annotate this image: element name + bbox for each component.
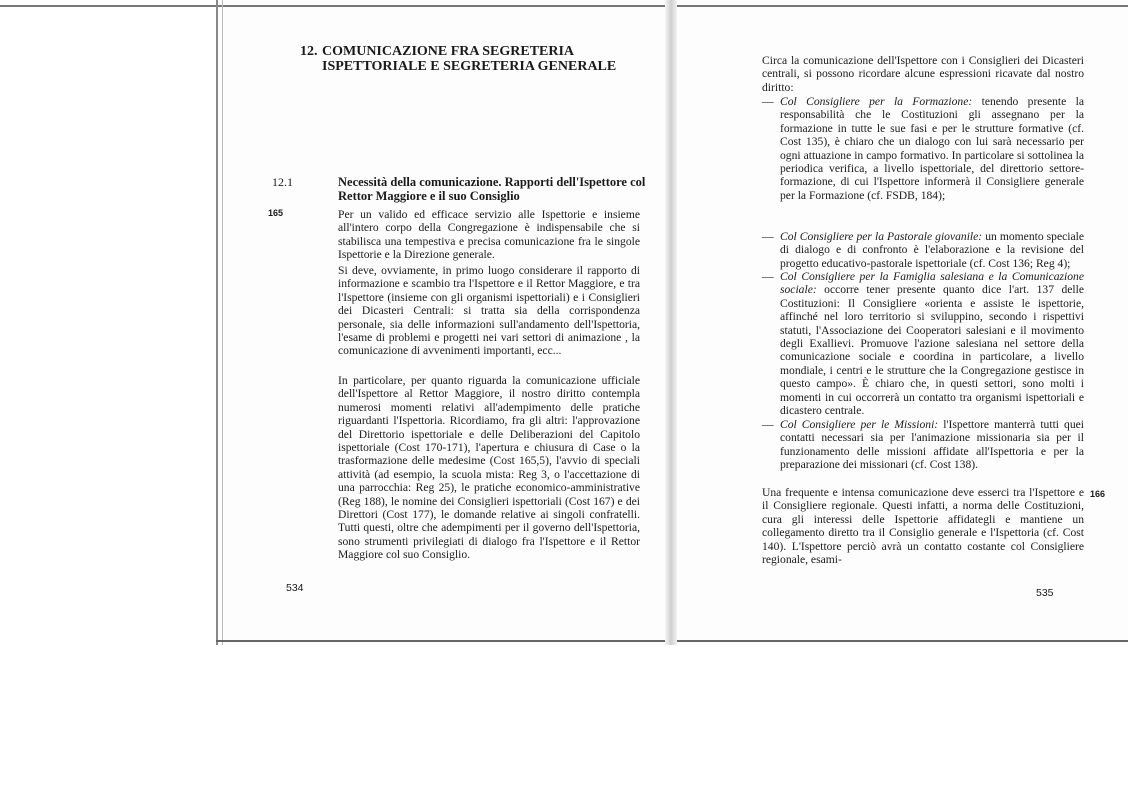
item-lead: Col Consigliere per la Pastorale giovanile: [780, 230, 983, 243]
page-number-right: 535 [1036, 587, 1054, 599]
paragraph-1: Per un valido ed efficace servizio alle Ispettorie e insieme all'intero corpo della Congregazione è indispensabile che si stabilisca una tempestiva e precisa comunicazione fra le singole Ispettorie e la Direzione generale. [338, 208, 640, 262]
margin-number-left: 165 [268, 208, 284, 218]
page-number-left: 534 [286, 582, 304, 594]
intro-paragraph: Circa la comunicazione dell'Ispettore con i Consiglieri dei Dicasteri centrali, si possono ricordare alcune espressioni ricavate dal nostro diritto: [762, 54, 1084, 94]
paragraph-2: Si deve, ovviamente, in primo luogo considerare il rapporto di informazione e scambio tra l'Ispettore e il Rettor Maggiore, e tra l'Ispettore (insieme con gli organismi ispettoriali) e i Consiglieri dei Dicasteri Centrali: si tratta sia della corrispondenza personale, sia delle informazioni sull'andamento dell'Ispettoria, l'esame di problemi e progetti nei vari settori di animazione , la comunicazione di avvenimenti importanti, ecc... [338, 264, 640, 358]
section-number: 12.1 [272, 175, 293, 189]
paragraph-3: In particolare, per quanto riguarda la comunicazione ufficiale dell'Ispettore al Rettor Maggiore, il nostro diritto contempla numerosi momenti relativi all'adempimento delle pratiche riguardanti l'Ispettoria. Ricordiamo, fra gli altri: l'approvazione del Direttorio ispettoriale e delle Deliberazioni del Capitolo ispettoriale (Cost 170-171), l'apertura e chiusura di Case o la trasformazione delle medesime (Cost 165,5), l'avvio di speciali attività (ad esempio, la scuola mista: Reg 3, o l'accettazione di una parrocchia: Reg 25), le pratiche economico-amministrative (Reg 188), le nomine dei Consiglieri ispettoriali (Cost 167) e dei Direttori (Cost 177), le domande relative ai singoli confratelli. Tutti questi, oltre che adempimenti per il governo dell'Ispettoria, sono strumenti privilegiati di dialogo fra l'Ispettore e il Rettor Maggiore col suo Consiglio. [338, 374, 640, 562]
item-text: l'Ispettore manterrà tutti quei contatti necessari sia per l'animazione missionaria sia per il funzionamento delle missioni affidate all'Ispettoria e per la preparazione dei missionari (cf. Cost 138). [780, 418, 1084, 472]
item-lead: Col Consigliere per le Missioni: [780, 418, 939, 431]
scan-edge-left-inner [222, 0, 223, 645]
list-dash: — [762, 270, 774, 283]
list-item [762, 230, 1084, 270]
list-dash: — [762, 230, 774, 243]
section-title: Necessità della comunicazione. Rapporti dell'Ispettore col Rettor Maggiore e il suo Consiglio [338, 175, 646, 203]
closing-paragraph: Una frequente e intensa comunicazione deve esserci tra l'Ispettore e il Consigliere regionale. Questi infatti, a norma delle Costituzioni, cura gli interessi delle Ispettorie affidategli e mantiene un collegamento diretto tra il Consiglio generale e l'Ispettoria (cf. Cost 140). L'Ispettore perciò avrà un contatto costante col Consigliere regionale, esami- [762, 486, 1084, 567]
scan-edge-left [216, 0, 218, 645]
item-text: tenendo presente la responsabilità che le Costituzioni gli assegnano per la formazione in tutte le sue fasi e per le strutture formative (cf. Cost 135), è chiaro che un dialogo con lui sarà necessario per ogni attuazione in campo formativo. In particolare si sottolinea la periodica verifica, a livello ispettoriale, del direttorio settore-formazione, di cui l'Ispettore informerà il Consigliere generale per la Formazione (cf. FSDB, 184); [780, 95, 1085, 202]
chapter-heading [300, 44, 642, 74]
item-lead: Col Consigliere per la Formazione: [780, 95, 973, 108]
margin-number-right: 166 [1090, 489, 1106, 499]
list-dash: — [762, 95, 774, 108]
list-item [762, 270, 1084, 417]
list-dash: — [762, 418, 774, 431]
item-lead: Col Consigliere per la Famiglia salesiana e la Comunicazione sociale: [780, 270, 1084, 297]
item-text: un momento speciale di dialogo e di confronto è l'elaborazione e la revisione del progetto educativo-pastorale ispettoriale (cf. Cost 136; Reg 4); [780, 230, 1084, 270]
list-item [762, 418, 1084, 472]
chapter-number: 12. [300, 44, 318, 59]
book-spine [665, 0, 677, 645]
list-item [762, 95, 1084, 202]
chapter-title: COMUNICAZIONE FRA SEGRETERIA ISPETTORIALE E SEGRETERIA GENERALE [322, 44, 617, 74]
item-text: occorre tener presente quanto dice l'art. 137 delle Costituzioni: Il Consigliere «orienta e assiste le ispettorie, affinché nel loro territorio si sviluppino, secondo i rispettivi statuti, l'Associazione dei Cooperatori salesiani e il movimento degli Exallievi. Promuove l'azione salesiana nel settore della comunicazione sociale e coordina in particolare, a livello mondiale, i centri e le strutture che la Congregazione gestisce in questo campo». È chiaro che, in questi settori, sono molti i momenti in cui occorrerà un contatto tra organismi ispettoriali e dicastero centrale. [780, 283, 1084, 418]
scan-edge-top [0, 5, 1128, 7]
